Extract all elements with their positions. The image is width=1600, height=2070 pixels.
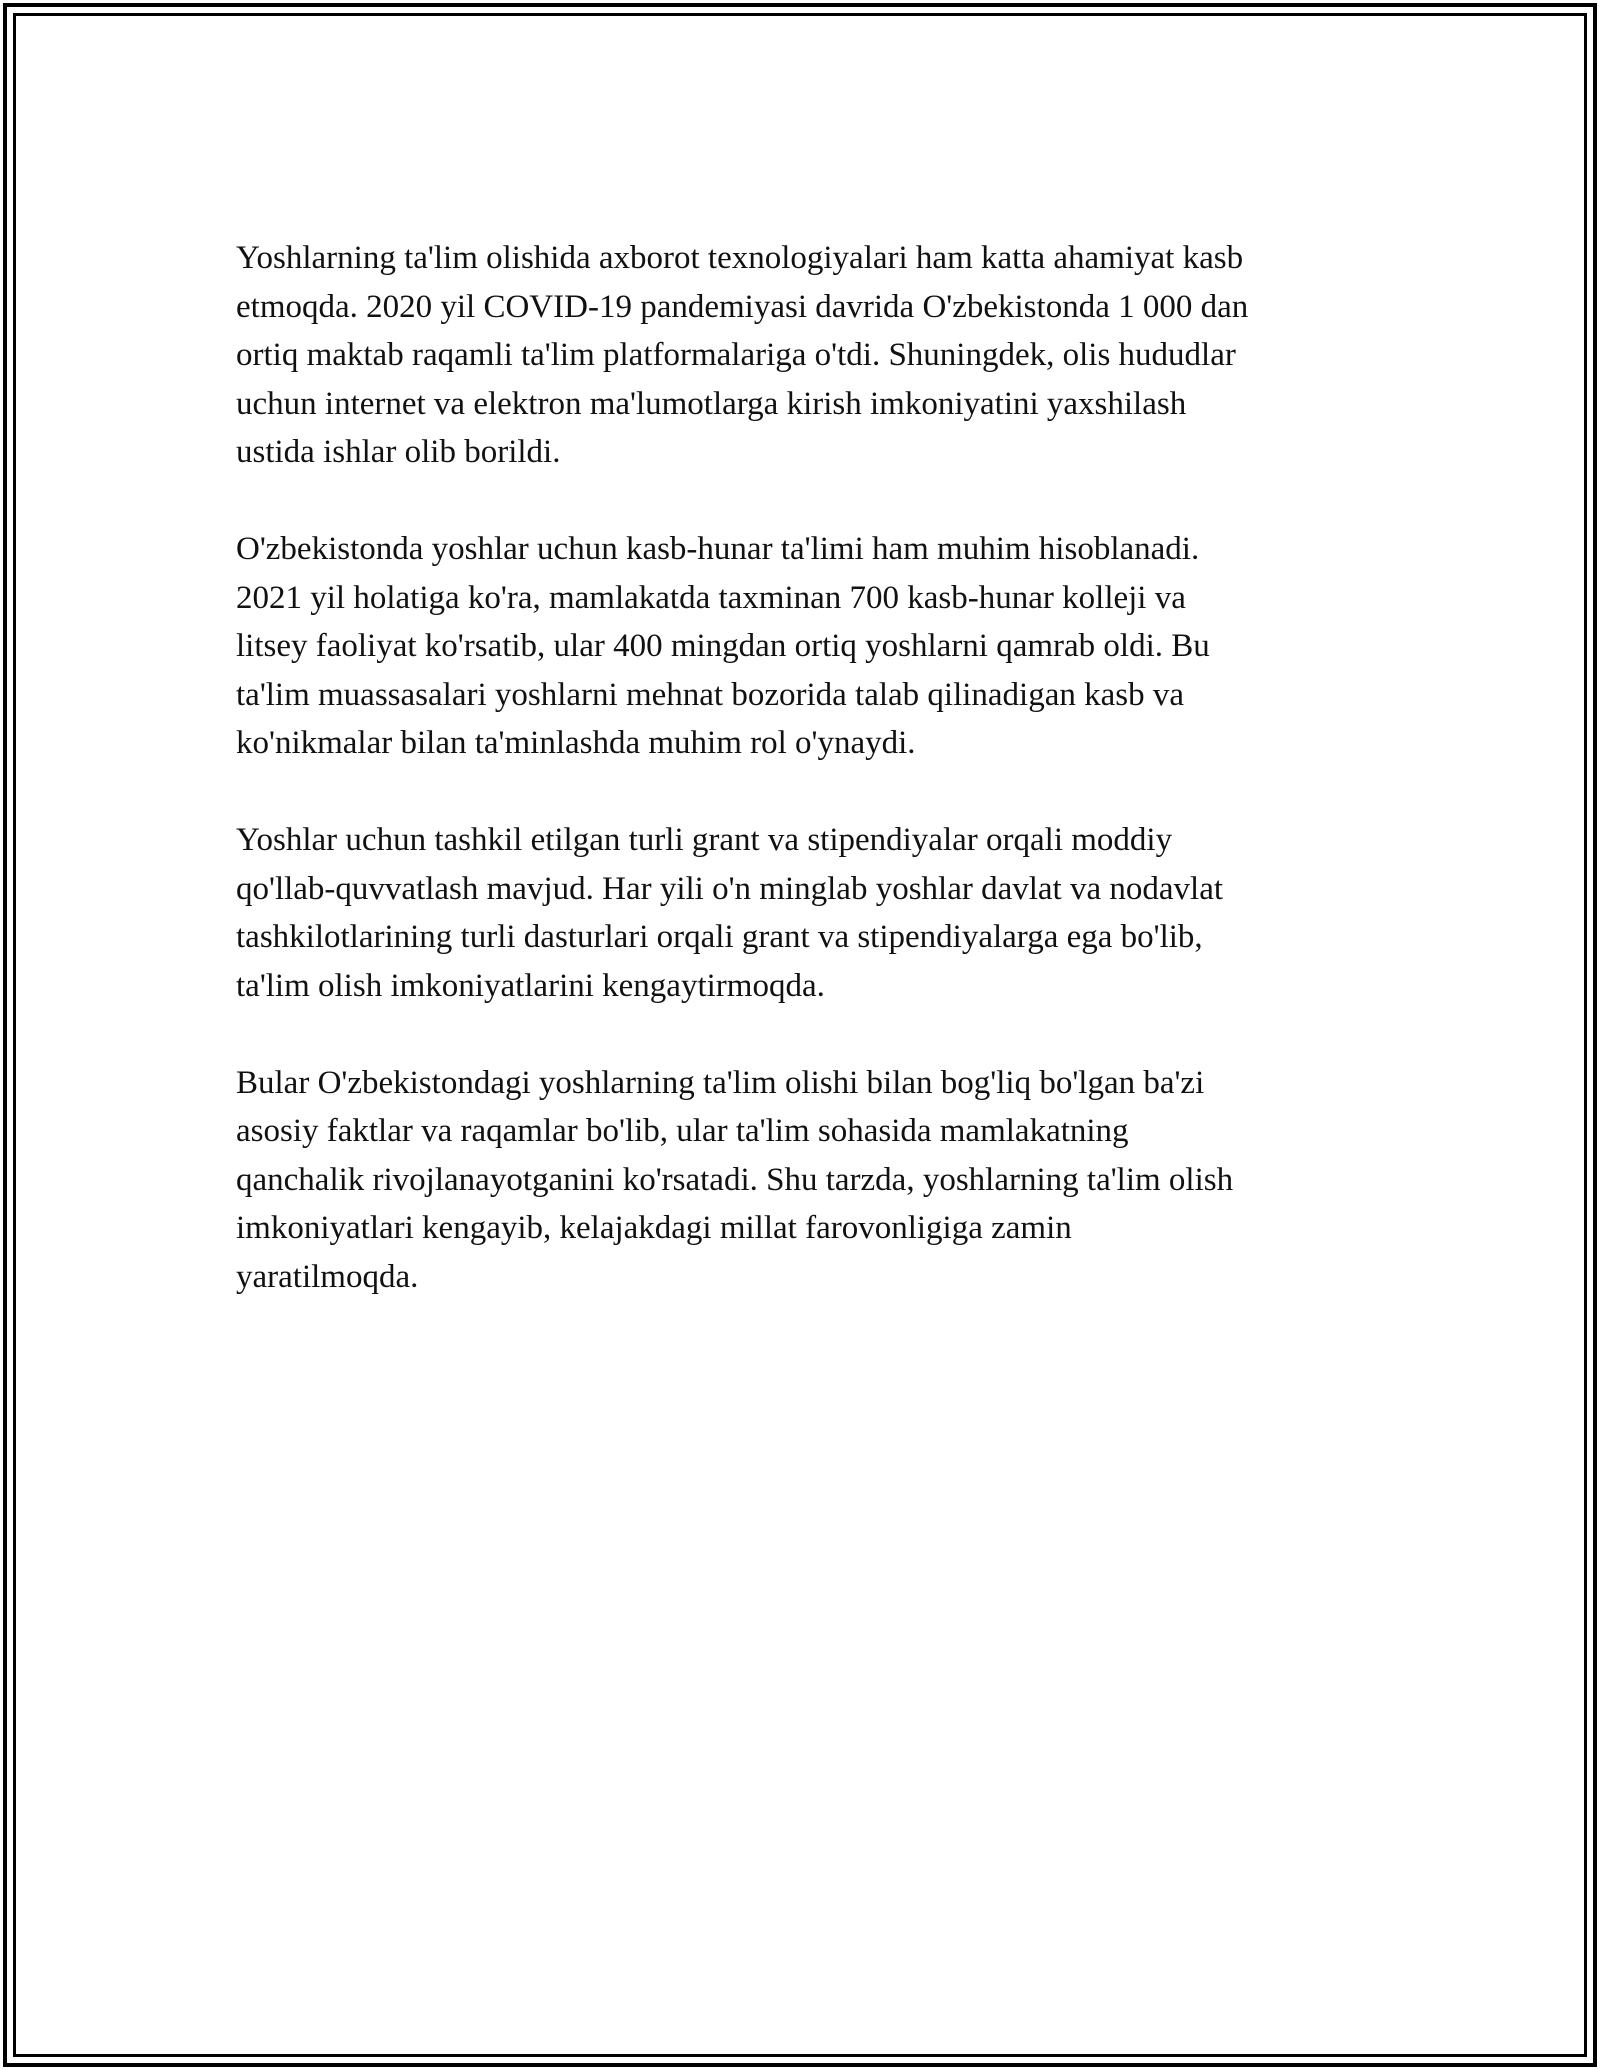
text-line: Yoshlarning ta'lim olishida axborot texnologiyalari ham katta ahamiyat kasb [236, 240, 1244, 276]
text-line: 2021 yil holatiga ko'ra, mamlakatda taxminan 700 kasb-hunar kolleji va [236, 579, 1186, 616]
text-line: ustida ishlar olib borildi. [236, 434, 561, 470]
text-line: asosiy faktlar va raqamlar bo'lib, ular ta'lim sohasida mamlakatning [236, 1113, 1129, 1149]
paragraph-vocational-education [236, 525, 1376, 768]
paragraph-education-technology [236, 234, 1376, 477]
document-body [236, 234, 1376, 1350]
text-line: Bular O'zbekistondagi yoshlarning ta'lim olishi bilan bog'liq bo'lgan ba'zi [236, 1064, 1205, 1101]
text-line: imkoniyatlari kengayib, kelajakdagi millat farovonligiga zamin [236, 1210, 1072, 1246]
text-line: ko'nikmalar bilan ta'minlashda muhim rol o'ynaydi. [236, 725, 916, 761]
text-line: tashkilotlarining turli dasturlari orqali grant va stipendiyalarga ega bo'lib, [236, 919, 1203, 955]
text-line: etmoqda. 2020 yil COVID-19 pandemiyasi davrida O'zbekistonda 1 000 dan [236, 288, 1249, 325]
paragraph-grants-scholarships [236, 816, 1376, 1010]
text-line: qanchalik rivojlanayotganini ko'rsatadi. Shu tarzda, yoshlarning ta'lim olish [236, 1161, 1234, 1198]
text-line: qo'llab-quvvatlash mavjud. Har yili o'n minglab yoshlar davlat va nodavlat [236, 870, 1224, 907]
text-line: Yoshlar uchun tashkil etilgan turli grant va stipendiyalar orqali moddiy [236, 822, 1173, 858]
text-line: yaratilmoqda. [236, 1258, 419, 1295]
text-line: ta'lim muassasalari yoshlarni mehnat bozorida talab qilinadigan kasb va [236, 676, 1185, 713]
text-line: litsey faoliyat ko'rsatib, ular 400 mingdan ortiq yoshlarni qamrab oldi. Bu [236, 628, 1210, 664]
paragraph-conclusion [236, 1059, 1376, 1302]
text-line: ta'lim olish imkoniyatlarini kengaytirmoqda. [236, 967, 825, 1004]
text-line: uchun internet va elektron ma'lumotlarga kirish imkoniyatini yaxshilash [236, 385, 1187, 422]
text-line: O'zbekistonda yoshlar uchun kasb-hunar ta'limi ham muhim hisoblanadi. [236, 531, 1200, 567]
text-line: ortiq maktab raqamli ta'lim platformalariga o'tdi. Shuningdek, olis hududlar [236, 337, 1236, 373]
